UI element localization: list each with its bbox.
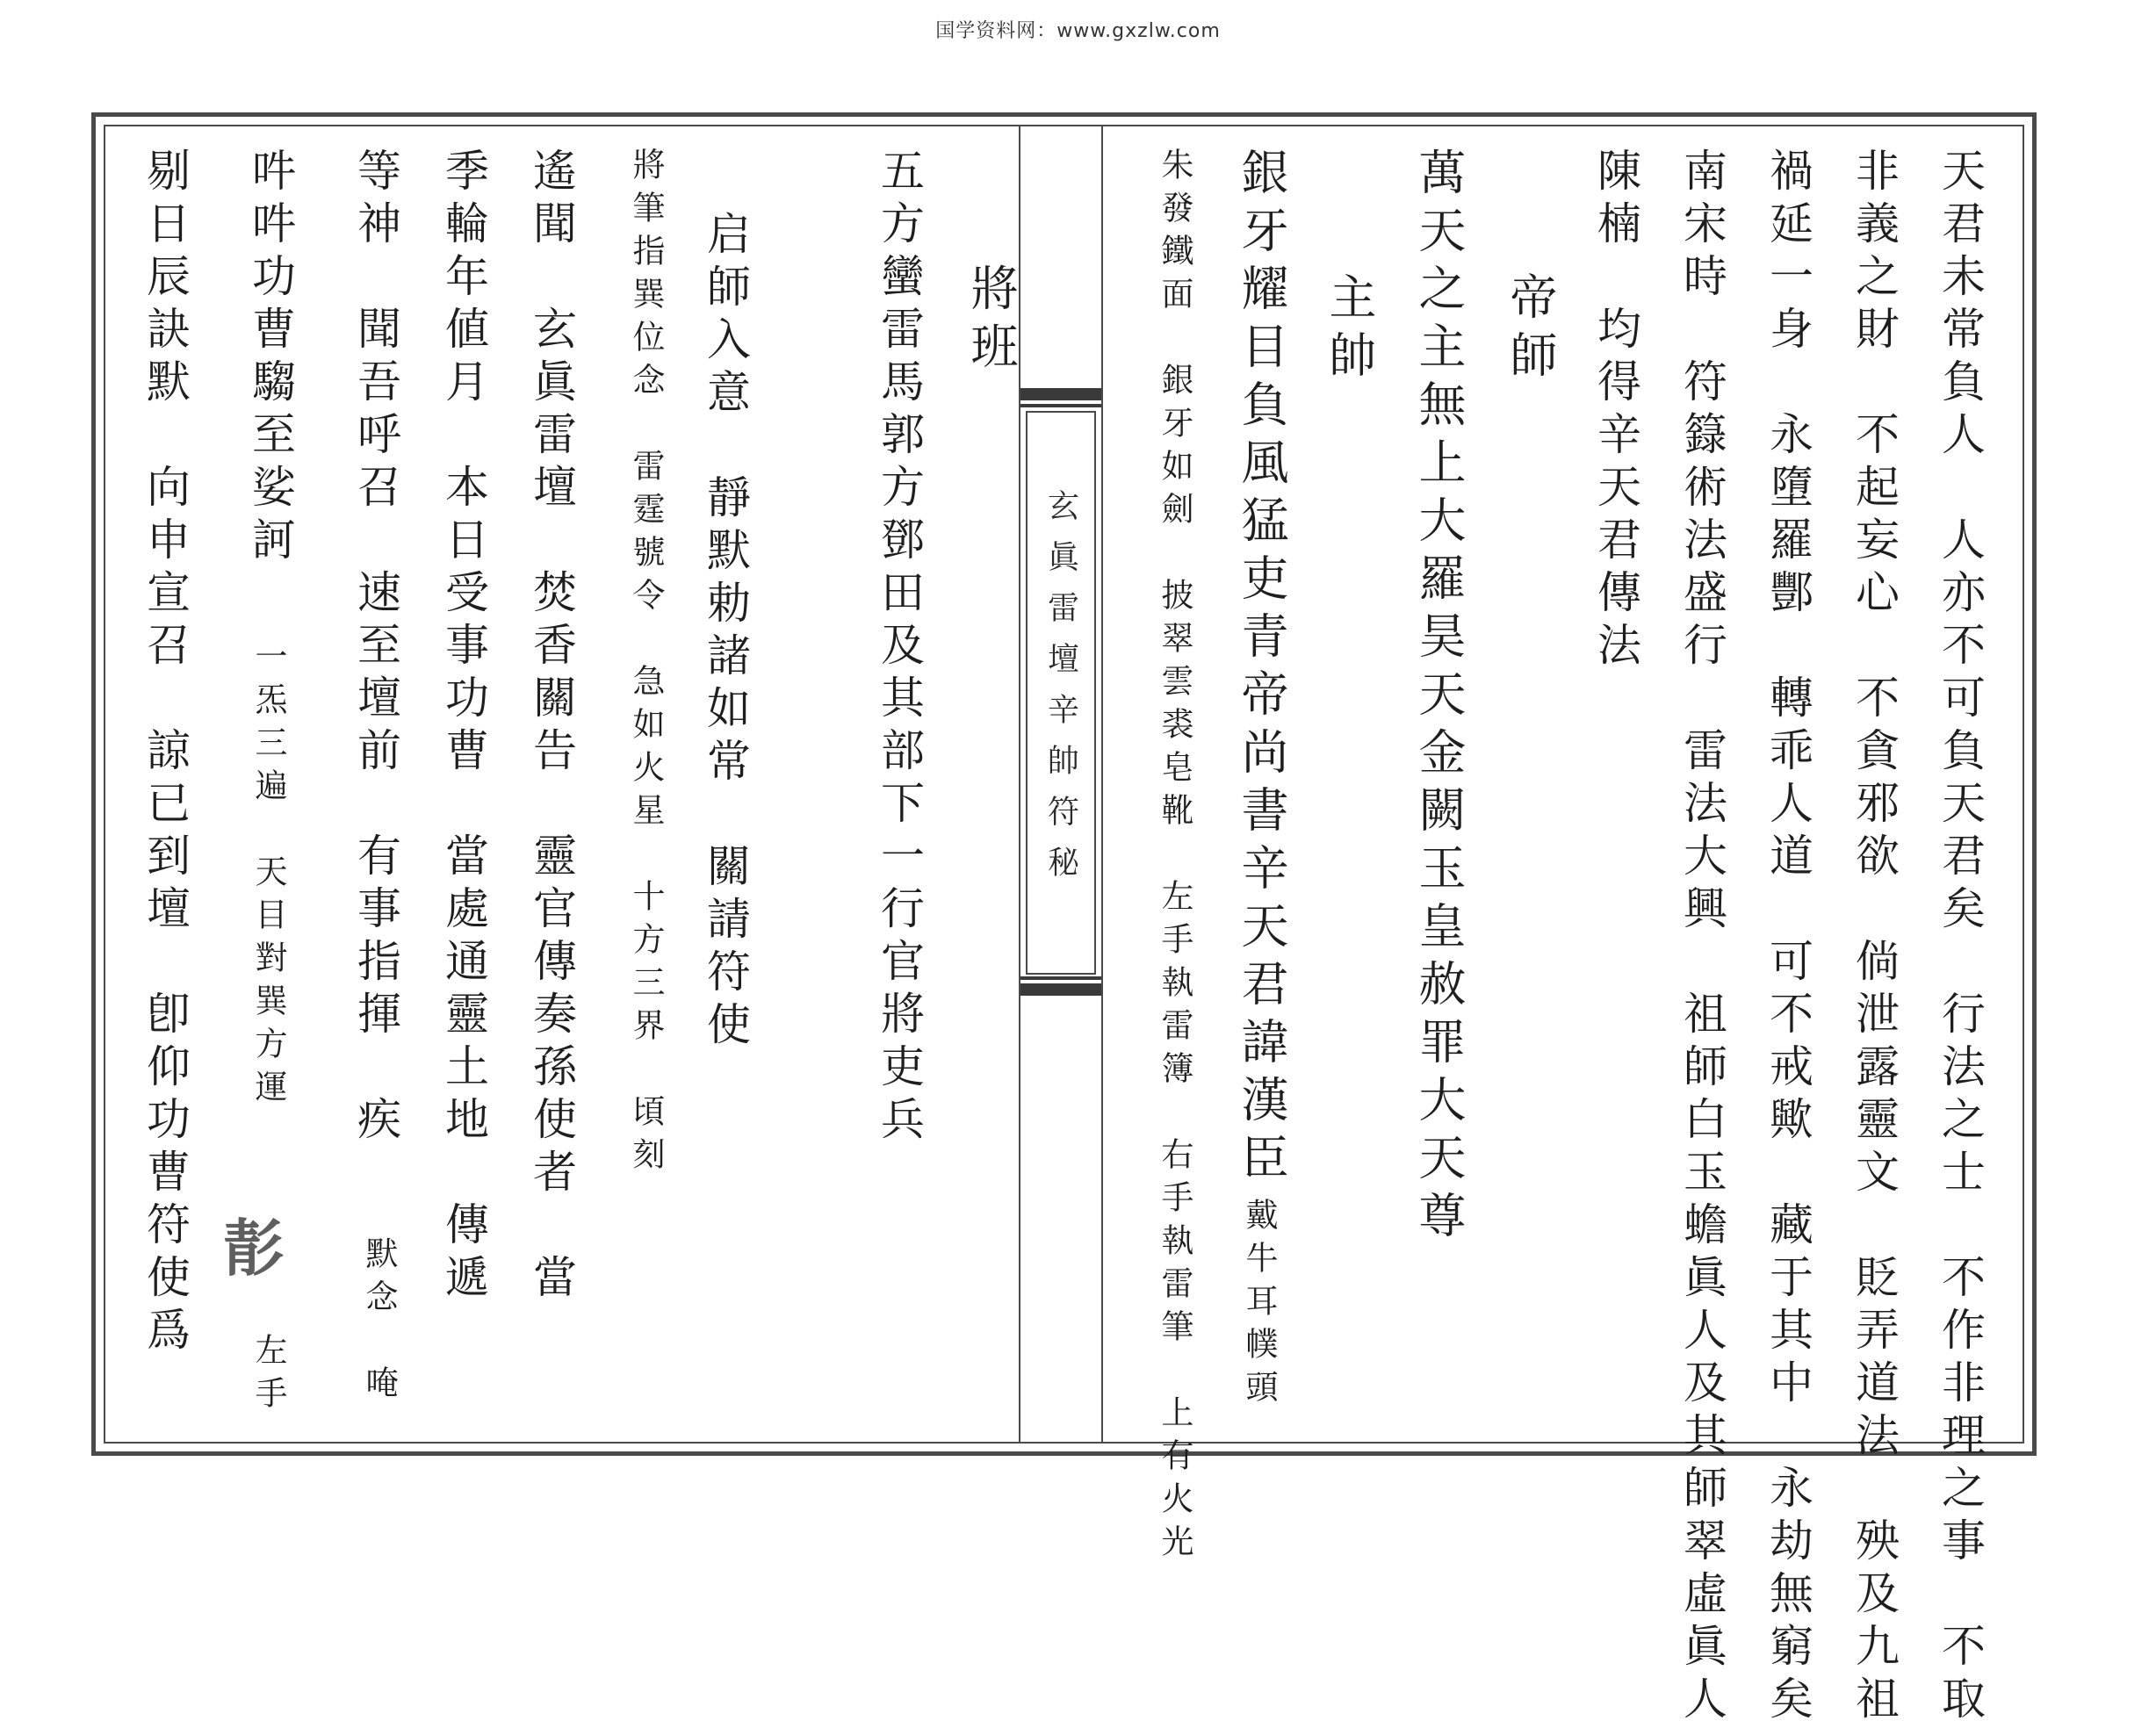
left-text-column-7: 季輪年値月 本日受事功曹 當處通靈土地 傳遞	[438, 148, 489, 1307]
spine-bottom-band	[1020, 976, 1101, 997]
right-text-column-4: 南宋時 符籙術法盛行 雷法大興 祖師白玉蟾眞人及其師翠虛眞人	[1676, 148, 1727, 1728]
talisman-glyph: 𩇕	[223, 1211, 285, 1285]
right-text-column-2: 非義之財 不起妄心 不貪邪欲 倘泄露靈文 貶弄道法 殃及九祖	[1849, 148, 1900, 1728]
right-text-column-9: 銀牙耀目負風猛吏青帝尚書辛天君諱漢臣	[1234, 148, 1289, 1249]
right-text-column-7: 萬天之主無上大羅昊天金闕玉皇赦罪大天尊	[1411, 148, 1467, 1249]
left-small-note-8: 默念 唵	[360, 1236, 398, 1408]
spine-title: 玄眞雷壇辛帥符秘	[1042, 489, 1079, 896]
heading-zhu-shuai: 主帥	[1322, 272, 1377, 388]
book-spine	[1019, 125, 1103, 1444]
heading-jiang-ban: 將班	[963, 263, 1019, 379]
left-text-column-9: 吽吽功曹騶至娑訶	[245, 148, 296, 569]
site-watermark-header: 国学资料网：www.gxzlw.com	[935, 20, 1221, 42]
left-text-column-6: 遙聞 玄眞雷壇 焚香關告 靈官傳奏孫使者 當	[526, 148, 577, 1307]
heading-di-shi: 帝師	[1503, 272, 1558, 388]
left-text-column-5a: 將筆指巽位念 雷霆號令 急如火星 十方三界 頃刻	[627, 148, 665, 1180]
right-text-column-1: 天君未常負人 人亦不可負天君矣 行法之士 不作非理之事 不取	[1935, 148, 1986, 1728]
right-text-column-3: 禍延一身 永墮羅酆 轉乖人道 可不戒歟 藏于其中 永劫無窮矣	[1763, 148, 1813, 1728]
left-small-tail-9: 左手	[249, 1333, 287, 1419]
right-small-note: 戴牛耳幞頭	[1240, 1198, 1278, 1413]
left-text-column-10: 剔日辰訣默 向申宣召 諒已到壇 卽仰功曹符使爲	[140, 148, 191, 1359]
spine-title-box	[1026, 411, 1096, 975]
spine-top-band	[1020, 388, 1101, 409]
left-text-column-4: 启師入意 靜默勅諸如常 關請符使	[700, 211, 751, 1054]
right-text-column-10: 朱發鐵面 銀牙如劍 披翠雲裘皂靴 左手執雷簿 右手執雷筆 上有火光	[1156, 148, 1193, 1567]
left-small-note-9: 一炁三遍 天目對巽方運	[249, 639, 287, 1112]
left-text-column-8: 等神 聞吾呼召 速至壇前 有事指揮 疾	[350, 148, 401, 1201]
left-text-column-2: 五方蠻雷馬郭方鄧田及其部下一行官將吏兵	[874, 148, 925, 1148]
right-text-column-5: 陳楠 均得辛天君傳法	[1590, 148, 1641, 674]
